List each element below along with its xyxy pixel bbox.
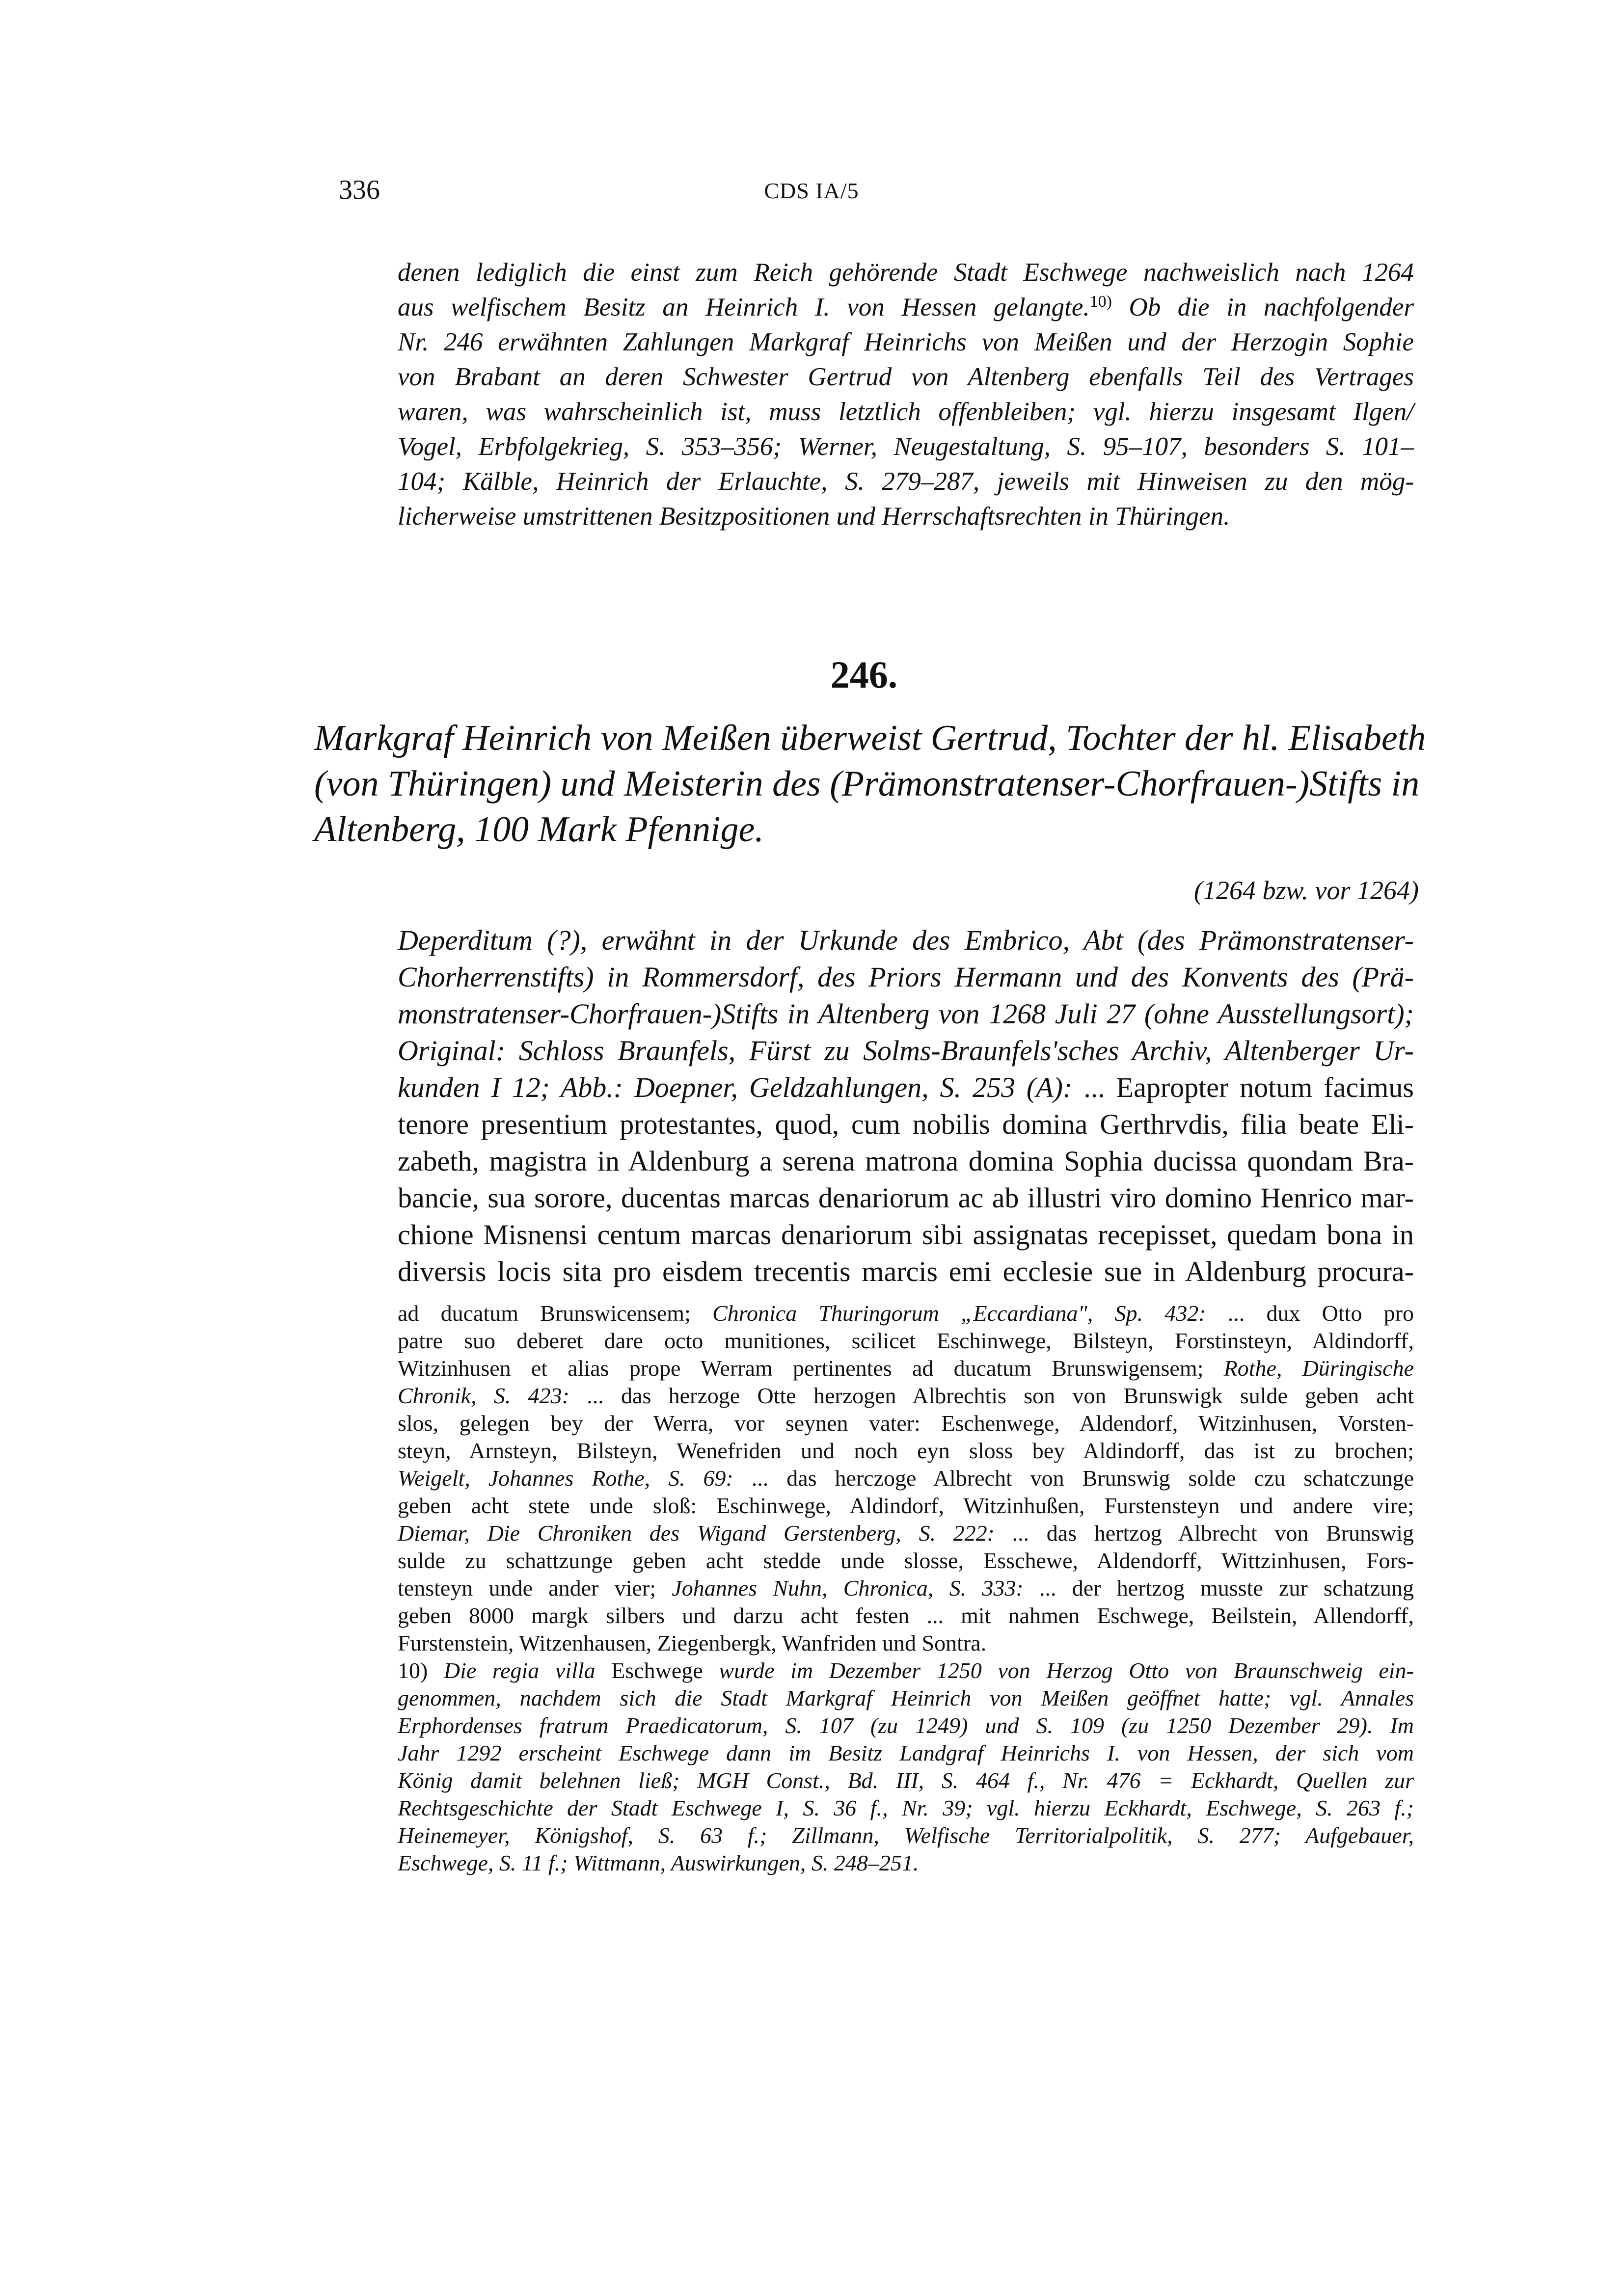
footnote-line xyxy=(398,1382,1414,1410)
quote-line: zabeth, magistra in Aldenburg a serena matrona domina Sophia ducissa quondam Bra- xyxy=(398,1145,1414,1177)
intro-line: Vogel, Erbfolgekrieg, S. 353–356; Werner, Neugestaltung, S. 95–107, besonders S. 101– xyxy=(398,432,1414,461)
tradition-and-quote xyxy=(398,922,1414,1290)
intro-line: 104; Kälble, Heinrich der Erlauchte, S. 279–287, jeweils mit Hinweisen zu den mög- xyxy=(398,467,1414,496)
footnote-line xyxy=(398,1547,1414,1575)
footnote-10 xyxy=(398,1657,1414,1877)
tradition-line: Original: Schloss Braunfels, Fürst zu Solms-Braunfels'sches Archiv, Altenberger Ur- xyxy=(398,1035,1414,1067)
intro-line: denen lediglich die einst zum Reich gehörende Stadt Eschwege nachweislich nach 1264 xyxy=(398,258,1414,287)
footnote-line-segment: Furstenstein, Witzenhausen, Ziegenbergk, Wanfriden und Sontra. xyxy=(398,1630,987,1655)
footnote-line xyxy=(398,1629,1414,1657)
footnote-line-segment: Eschwege, S. 11 f.; Wittmann, Auswirkungen, S. 248–251. xyxy=(398,1850,919,1875)
footnote-line xyxy=(398,1712,1414,1739)
footnote-line-segment: ... der hertzog musste zur schatzung xyxy=(1023,1575,1414,1601)
intro-line: Nr. 246 erwähnten Zahlungen Markgraf Heinrichs von Meißen und der Herzogin Sophie xyxy=(398,328,1414,356)
tradition-line: monstratenser-Chorfrauen-)Stifts in Altenberg von 1268 Juli 27 (ohne Ausstellungsort); xyxy=(398,998,1414,1030)
footnote-line-segment: tensteyn unde ander vier; xyxy=(398,1575,672,1601)
footnote-line-segment: geben acht stete unde sloß: Eschinwege, Aldindorf, Witzinhußen, Furstensteyn und andere vire; xyxy=(398,1493,1414,1518)
footnote-line xyxy=(398,1684,1414,1712)
footnote-line xyxy=(398,1849,1414,1877)
document-number: 246. xyxy=(830,653,898,696)
footnote-line-segment: Rothe, Düringische xyxy=(1223,1356,1414,1381)
footnote-line-segment: König damit belehnen ließ; MGH Const., Bd. III, S. 464 f., Nr. 476 = Eckhardt, Quellen zur xyxy=(398,1768,1414,1793)
tradition-line: Chorherrenstifts) in Rommersdorf, des Priors Hermann und des Konvents des (Prä- xyxy=(398,961,1414,993)
footnote-line-segment: Chronica Thuringorum „Eccardiana", Sp. 432: xyxy=(712,1301,1206,1326)
intro-line: von Brabant an deren Schwester Gertrud von Altenberg ebenfalls Teil des Vertrages xyxy=(398,363,1414,391)
footnote-line-segment: 10) xyxy=(398,1658,444,1683)
footnote-line-segment: Witzinhusen et alias prope Werram pertinentes ad ducatum Brunswigensem; xyxy=(398,1356,1224,1381)
regest-line: Markgraf Heinrich von Meißen überweist Gertrud, Tochter der hl. Elisabeth xyxy=(314,718,1426,758)
footnote-line-segment: steyn, Arnsteyn, Bilsteyn, Wenefriden und noch eyn sloss bey Aldindorff, das ist zu brochen; xyxy=(398,1438,1414,1463)
footnote-9-continuation xyxy=(398,1300,1414,1657)
quote-line: diversis locis sita pro eisdem trecentis marcis emi ecclesie sue in Aldenburg procura- xyxy=(398,1255,1414,1287)
intro-line xyxy=(398,290,1414,325)
footnote-line xyxy=(398,1437,1414,1465)
footnote-line-segment: Weigelt, Johannes Rothe, S. 69: xyxy=(398,1466,733,1491)
footnote-line xyxy=(398,1657,1414,1684)
footnote-line-segment: Erphordenses fratrum Praedicatorum, S. 107 (zu 1249) und S. 109 (zu 1250 Dezember 29). Im xyxy=(398,1713,1414,1738)
quote-line: bancie, sua sorore, ducentas marcas denariorum ac ab illustri viro domino Henrico mar- xyxy=(398,1182,1414,1214)
page-number: 336 xyxy=(339,175,380,205)
footnote-line xyxy=(398,1822,1414,1849)
quote-start: ... Eapropter notum facimus xyxy=(1083,1071,1414,1103)
footnote-line-segment: sulde zu schattzunge geben acht stedde unde slosse, Esschewe, Aldendorff, Wittzinhusen, Fors- xyxy=(398,1548,1414,1573)
footnote-line-segment: patre suo deberet dare octo munitiones, scilicet Eschinwege, Bilsteyn, Forstinsteyn, Aldindorff, xyxy=(398,1328,1414,1353)
footnote-line xyxy=(398,1410,1414,1437)
footnote-line xyxy=(398,1794,1414,1822)
footnote-line xyxy=(398,1492,1414,1520)
footnote-line-segment: Chronik, S. 423: xyxy=(398,1383,569,1408)
footnote-line xyxy=(398,1575,1414,1602)
document-regest xyxy=(314,716,1426,853)
footnotes xyxy=(398,1300,1414,1877)
footnote-line-segment: Rechtsgeschichte der Stadt Eschwege I, S. 36 f., Nr. 39; vgl. hierzu Eckhardt, Eschwege, S. 263 f.; xyxy=(398,1795,1414,1820)
footnote-line-segment: Diemar, Die Chroniken des Wigand Gerstenberg, S. 222: xyxy=(398,1521,995,1546)
footnote-line-segment: Jahr 1292 erscheint Eschwege dann im Besitz Landgraf Heinrichs I. von Hessen, der sich vom xyxy=(398,1740,1414,1765)
footnote-line xyxy=(398,1520,1414,1547)
quote-line: chione Misnensi centum marcas denariorum sibi assignatas recepisset, quedam bona in xyxy=(398,1219,1414,1251)
footnote-line-segment: genommen, nachdem sich die Stadt Markgraf Heinrich von Meißen geöffnet hatte; vgl. Annales xyxy=(398,1685,1414,1710)
footnote-line xyxy=(398,1300,1414,1327)
tradition-line-italic: kunden I 12; Abb.: Doepner, Geldzahlungen, S. 253 (A): xyxy=(398,1071,1084,1103)
footnote-line-segment: ... dux Otto pro xyxy=(1206,1301,1414,1326)
footnote-line xyxy=(398,1602,1414,1629)
document-dating: (1264 bzw. vor 1264) xyxy=(1194,876,1419,905)
intro-line: licherweise umstrittenen Besitzpositionen und Herrschaftsrechten in Thüringen. xyxy=(398,502,1230,531)
running-head: CDS IA/5 xyxy=(764,178,859,203)
footnote-line xyxy=(398,1355,1414,1382)
intro-note xyxy=(398,255,1414,534)
intro-line-text: aus welfischem Besitz an Heinrich I. von Hessen gelangte. xyxy=(398,293,1090,321)
intro-line: waren, was wahrscheinlich ist, muss letztlich offenbleiben; vgl. hierzu insgesamt Ilgen/ xyxy=(398,398,1414,426)
footnote-line-segment: Heinemeyer, Königshof, S. 63 f.; Zillmann, Welfische Territorialpolitik, S. 277; Aufgebauer, xyxy=(398,1823,1414,1848)
quote-line: tenore presentium protestantes, quod, cum nobilis domina Gerthrvdis, filia beate Eli- xyxy=(398,1108,1414,1140)
footnote-line-segment: ... das herzoge Otte herzogen Albrechtis son von Brunswigk sulde geben acht xyxy=(569,1383,1414,1408)
footnote-line-segment: geben 8000 margk silbers und darzu acht festen ... mit nahmen Eschwege, Beilstein, Allendorff, xyxy=(398,1603,1414,1628)
intro-line-tail: Ob die in nachfolgender xyxy=(1111,293,1414,321)
footnote-marker: 10) xyxy=(1089,293,1112,311)
tradition-line xyxy=(398,1069,1414,1106)
footnote-line-segment: Die regia villa xyxy=(443,1658,612,1683)
footnote-line-segment: ad ducatum Brunswicensem; xyxy=(398,1301,713,1326)
footnote-line-segment: ... das hertzog Albrecht von Brunswig xyxy=(994,1521,1414,1546)
regest-line: Altenberg, 100 Mark Pfennige. xyxy=(314,809,764,850)
footnote-line xyxy=(398,1465,1414,1492)
footnote-line-segment: wurde im Dezember 1250 von Herzog Otto von Braunschweig ein- xyxy=(703,1658,1414,1683)
footnote-line-segment: ... das herczoge Albrecht von Brunswig solde czu schatczunge xyxy=(733,1466,1414,1491)
footnote-line xyxy=(398,1767,1414,1794)
footnote-line-segment: slos, gelegen bey der Werra, vor seynen vater: Eschenwege, Aldendorf, Witzinhusen, Vorsten- xyxy=(398,1411,1414,1436)
footnote-line xyxy=(398,1327,1414,1355)
tradition-line: Deperditum (?), erwähnt in der Urkunde des Embrico, Abt (des Prämonstratenser- xyxy=(398,924,1414,956)
regest-line: (von Thüringen) und Meisterin des (Prämonstratenser-Chorfrauen-)Stifts in xyxy=(314,764,1420,804)
footnote-line-segment: Johannes Nuhn, Chronica, S. 333: xyxy=(672,1575,1024,1601)
footnote-line xyxy=(398,1739,1414,1767)
footnote-line-segment: Eschwege xyxy=(611,1658,703,1683)
